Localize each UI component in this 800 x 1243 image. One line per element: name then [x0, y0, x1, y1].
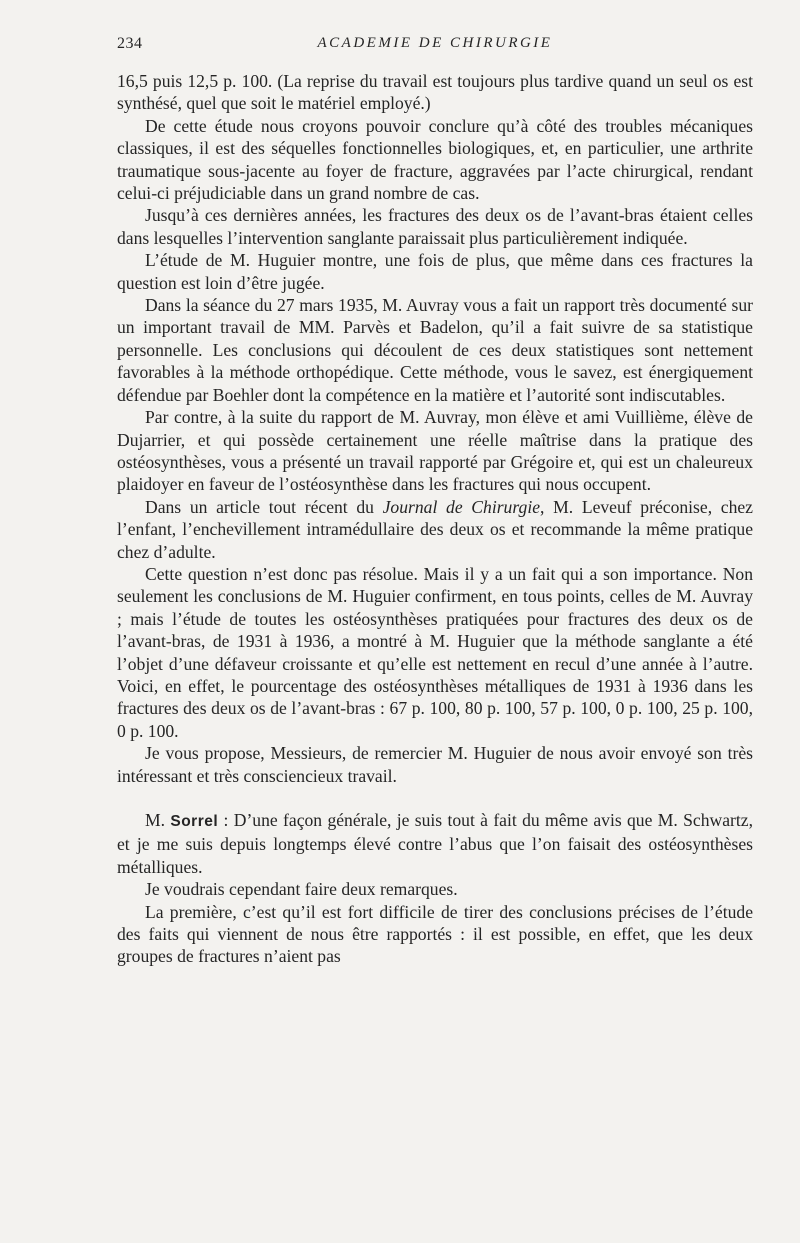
paragraph-leveuf-after: , M. Leveuf préconise, chez l’enfant, l’enchevillement intramédullaire des deux os et recommande la même pratique chez d’adulte. [117, 496, 753, 562]
paragraph-first-remark: La première, c’est qu’il est fort difficile de tirer des conclusions précises de l’étude des faits qui viennent de nous être rapportés : il est possible, en effet, que les deux groupes de fractures n’aient pas [117, 901, 753, 967]
speaker-prefix: M. [145, 810, 171, 830]
running-head: ACADEMIE DE CHIRURGIE [317, 35, 553, 51]
paragraph-leveuf [117, 496, 753, 563]
paragraph-forearm-fractures: Jusqu’à ces dernières années, les fractures des deux os de l’avant-bras étaient celles dans lesquelles l’intervention sanglante paraissait plus particulièrement indiquée. [117, 205, 753, 248]
paragraph-sorrel [117, 809, 753, 878]
paragraph-thanks: Je vous propose, Messieurs, de remercier M. Huguier de nous avoir envoyé son très intéressant et très consciencieux travail. [117, 743, 753, 786]
paragraph-sorrel-text: : D’une façon générale, je suis tout à fait du même avis que M. Schwartz, et je me suis depuis longtemps élevé contre l’abus que l’on faisait des ostéosynthèses métalliques. [117, 810, 753, 877]
paragraph-vuillieme: Par contre, à la suite du rapport de M. Auvray, mon élève et ami Vuillième, élève de Dujarrier, et qui possède certainement une réelle maîtrise dans la pratique des ostéosynthèses, vous a présenté un travail rapporté par Grégoire et, qui est un chaleureux plaidoyer en faveur de l’ostéosynthèse dans les fractures qui nous occupent. [117, 407, 753, 495]
paragraph-continuation: 16,5 puis 12,5 p. 100. (La reprise du travail est toujours plus tardive quand un seul os est synthésé, quel que soit le matériel employé.) [117, 71, 753, 114]
paragraph-auvray-report: Dans la séance du 27 mars 1935, M. Auvray vous a fait un rapport très documenté sur un important travail de MM. Parvès et Badelon, qu’il a fait suivre de sa statistique personnelle. Les conclusions qui découlent de ces deux statistiques sont nettement favorables à la méthode orthopédique. Cette méthode, vous le savez, est énergiquement défendue par Boehler dont la compétence en la matière et l’autorité sont indiscutables. [117, 295, 753, 405]
paragraph-leveuf-before: Dans un article tout récent du [145, 496, 383, 517]
paragraph-conclusion: De cette étude nous croyons pouvoir conclure qu’à côté des troubles mécaniques classiques, il est des séquelles fonctionnelles biologiques, et, en particulier, une arthrite traumatique sous-jacente au foyer de fracture, aggravées par l’acte chirurgical, rendant celui-ci préjudiciable dans un grand nombre de cas. [117, 115, 753, 204]
journal-title: Journal de Chirurgie [382, 496, 541, 517]
body-text [117, 70, 753, 968]
page-header [117, 35, 753, 57]
paragraph-unresolved-question: Cette question n’est donc pas résolue. Mais il y a un fait qui a son importance. Non seulement les conclusions de M. Huguier confirment, en tous points, celles de M. Auvray ; mais l’étude de toutes les ostéosynthèses pratiquées pour fractures des deux os de l’avant-bras, de 1931 à 1936, a montré à M. Huguier que la méthode sanglante a été l’objet d’une défaveur croissante et qu’elle est nettement en recul d’une année à l’autre. Voici, en effet, le pourcentage des ostéosynthèses métalliques de 1931 à 1936 dans les fractures des deux os de l’avant-bras : 67 p. 100, 80 p. 100, 57 p. 100, 0 p. 100, 25 p. 100, 0 p. 100. [117, 563, 753, 741]
paragraph-huguier-study: L’étude de M. Huguier montre, une fois de plus, que même dans ces fractures la question est loin d’être jugée. [117, 250, 753, 293]
page-number: 234 [117, 35, 143, 52]
speaker-name: Sorrel [170, 813, 219, 830]
paragraph-remarks: Je voudrais cependant faire deux remarques. [145, 879, 458, 900]
